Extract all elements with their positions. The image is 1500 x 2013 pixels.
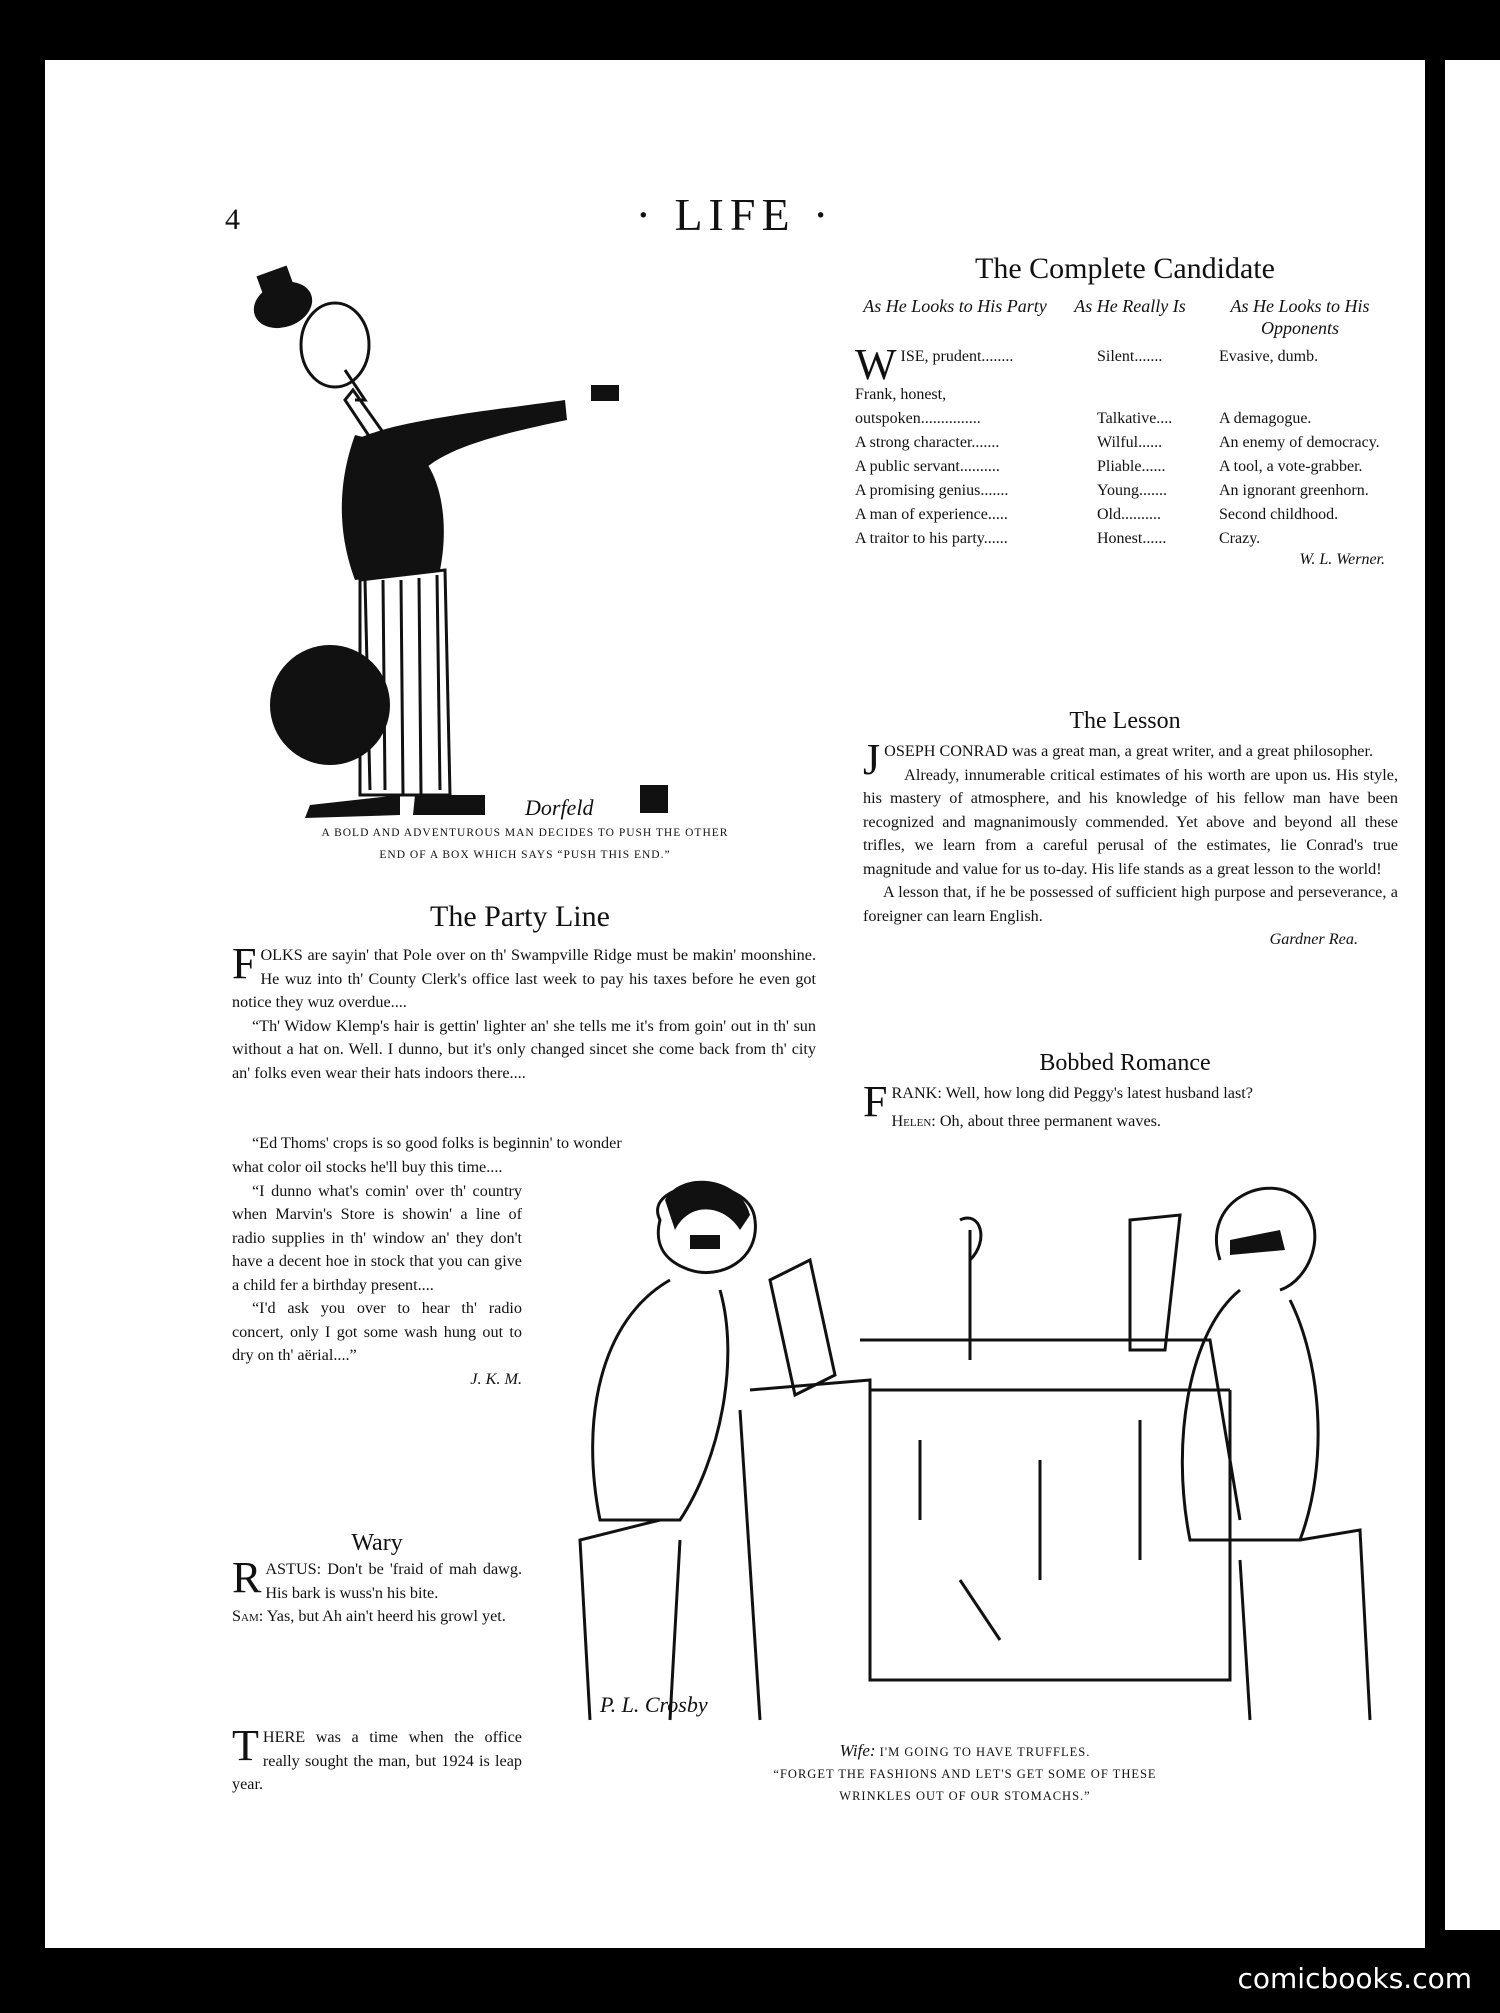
magazine-page [45, 60, 1425, 1948]
leap-year-text: THERE was a time when the office really sought the man, but 1924 is leap year. [232, 1721, 522, 1793]
wary-text: RASTUS: Don't be 'fraid of mah dawg. His bark is wuss'n his bite. Sam: Yas, but Ah ain't heerd his growl yet. [232, 1553, 522, 1625]
party-line-title: The Party Line [430, 900, 610, 933]
cartoon-dining-couple-illustration [540, 1160, 1410, 1730]
cartoon-signature: Dorfeld [525, 795, 594, 820]
masthead: · LIFE · [635, 189, 835, 240]
party-line-narrow: what color oil stocks he'll buy this time.... “I dunno what's comin' over th' country when Marvin's Store is showin' a line of radio supplies in th' window an' they don't have a decent hoe in stock that you can give a child fer a birthday present.... “I'd ask you over to hear th' radio concert, only I got some wash hung out to dry on th' aërial....” J. K. M. [232, 1158, 522, 1388]
cartoon-bold-man-illustration [235, 250, 695, 820]
lesson-title: The Lesson [1069, 708, 1181, 734]
bobbed-romance-text: FRANK: Well, how long did Peggy's latest husband last? Helen: Oh, about three permanent waves. [863, 1077, 1253, 1130]
party-line-p3-top: “Ed Thoms' crops is so good folks is beginnin' to wonder [252, 1134, 622, 1152]
page-number: 4 [225, 203, 240, 236]
lesson-text: JOSEPH CONRAD was a great man, a great writer, and a great philosopher. Already, innumerable critical estimates of his worth are upon us. His style, his mastery of atmosphere, and his knowledge of his fellow man have been recognized and magnanimously commended. Yet above and beyond all these trifles, we learn from a careful perusal of the estimates, lie Conrad's true magnitude and value for us to-day. His life stands as a great lesson to the world! A lesson that, if he be possessed of sufficient high purpose and perseverance, a foreigner can learn English. Gardner Rea. [863, 735, 1398, 948]
bobbed-romance-title: Bobbed Romance [1039, 1050, 1211, 1076]
watermark-credit: comicbooks.com [1237, 1962, 1472, 1995]
cartoon-caption: Wife: I'M GOING TO HAVE TRUFFLES. “FORGET THE FASHIONS AND LET'S GET SOME OF THESE WRINKLES OUT OF OUR STOMACHS.” [773, 1741, 1157, 1803]
wary-title: Wary [351, 1530, 403, 1556]
candidate-title: The Complete Candidate [975, 252, 1275, 285]
adjacent-page-edge [1445, 60, 1500, 1930]
party-line-top: FOLKS are sayin' that Pole over on th' Swampville Ridge must be makin' moonshine. He wuz into th' County Clerk's office last week to pay his taxes before he even got notice they wuz overdue.... “Th' Widow Klemp's hair is gettin' lighter an' she tells me it's from goin' out in th' sun without a hat on. Well. I dunno, but it's only changed sincet she come back from th' city an' folks even wear their hats indoors there.... [232, 939, 816, 1082]
candidate-table: As He Looks to His Party As He Really Is As He Looks to His Opponents WISE, prudent........ Silent....... Evasive, dumb. Frank, honest, outspoken............... Talkative.... A demagogue. A strong character....... Wilful...... An enemy of democracy. A public servant.......... Pliable...... A tool, a vote-grabber. A promising genius....... Young....... An ignorant greenhorn. A man of experience..... Old.......... Second childhood. A traitor to his party...... Honest...... Crazy. W. L. Werner. [855, 296, 1385, 568]
cartoon-caption: A BOLD AND ADVENTUROUS MAN DECIDES TO PUSH THE OTHER END OF A BOX WHICH SAYS “PUSH THIS END.” [321, 827, 729, 861]
cartoon-signature: P. L. Crosby [600, 1692, 708, 1717]
